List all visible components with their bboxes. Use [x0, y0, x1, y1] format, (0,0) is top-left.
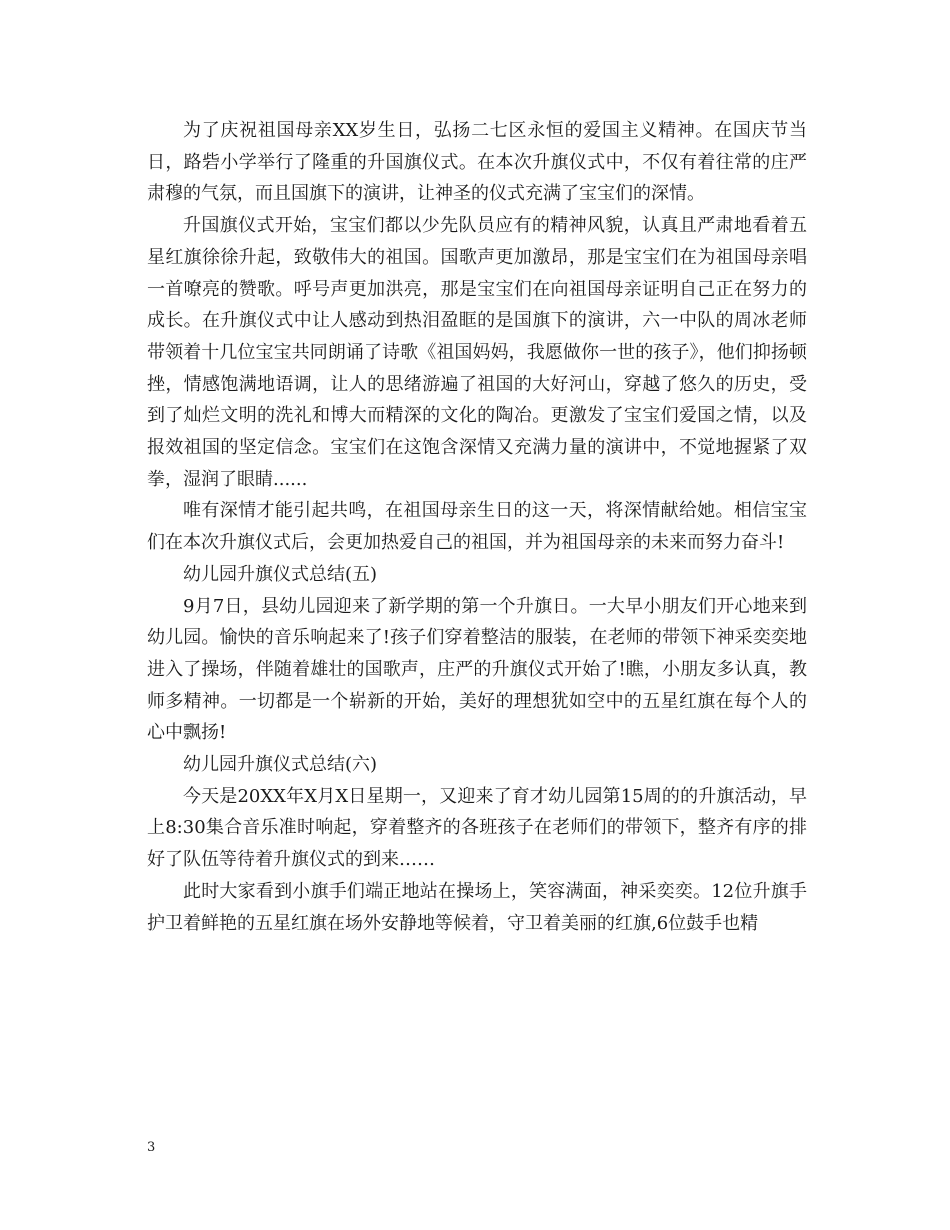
section-heading-6: 幼儿园升旗仪式总结(六)	[183, 754, 378, 776]
paragraph-3: 唯有深情才能引起共鸣，在祖国母亲生日的这一天，将深情献给她。相信宝宝们在本次升旗仪式后，会更加热爱自己的祖国，并为祖国母亲的未来而努力奋斗!	[147, 500, 807, 554]
paragraph-2: 升国旗仪式开始，宝宝们都以少先队员应有的精神风貌，认真且严肃地看着五星红旗徐徐升起，致敬伟大的祖国。国歌声更加激昂，那是宝宝们在为祖国母亲唱一首嘹亮的赞歌。呼号声更加洪亮，那是宝宝们在向祖国母亲证明自己正在努力的成长。在升旗仪式中让人感动到热泪盈眶的是国旗下的演讲，六一中队的周冰老师带领着十几位宝宝共同朗诵了诗歌《祖国妈妈，我愿做你一世的孩子》，他们抑扬顿挫，情感饱满地语调，让人的思绪游遍了祖国的大好河山，穿越了悠久的历史，受到了灿烂文明的洗礼和博大而精深的文化的陶冶。更激发了宝宝们爱国之情，以及报效祖国的坚定信念。宝宝们在这饱含深情又充满力量的演讲中，不觉地握紧了双拳，湿润了眼睛......	[147, 215, 807, 490]
body-text	[147, 115, 807, 939]
paragraph-6: 此时大家看到小旗手们端正地站在操场上，笑容满面，神采奕奕。12位升旗手护卫着鲜艳的五星红旗在场外安静地等候着，守卫着美丽的红旗,6位鼓手也精	[147, 880, 807, 934]
paragraph-1: 为了庆祝祖国母亲XX岁生日，弘扬二七区永恒的爱国主义精神。在国庆节当日，路砦小学举行了隆重的升国旗仪式。在本次升旗仪式中，不仅有着往常的庄严肃穆的气氛，而且国旗下的演讲，让神圣的仪式充满了宝宝们的深情。	[147, 120, 807, 205]
page-number: 3	[147, 1140, 156, 1155]
section-heading-5: 幼儿园升旗仪式总结(五)	[183, 563, 378, 585]
paragraph-5: 今天是20XX年X月X日星期一，又迎来了育才幼儿园第15周的的升旗活动，早上8:30集合音乐准时响起，穿着整齐的各班孩子在老师们的带领下，整齐有序的排好了队伍等待着升旗仪式的到来……	[147, 785, 807, 871]
paragraph-4: 9月7日，县幼儿园迎来了新学期的第一个升旗日。一大早小朋友们开心地来到幼儿园。愉快的音乐响起来了!孩子们穿着整洁的服装，在老师的带领下神采奕奕地进入了操场，伴随着雄壮的国歌声，庄严的升旗仪式开始了!瞧，小朋友多认真，教师多精神。一切都是一个崭新的开始，美好的理想犹如空中的五星红旗在每个人的心中飘扬!	[147, 595, 807, 744]
